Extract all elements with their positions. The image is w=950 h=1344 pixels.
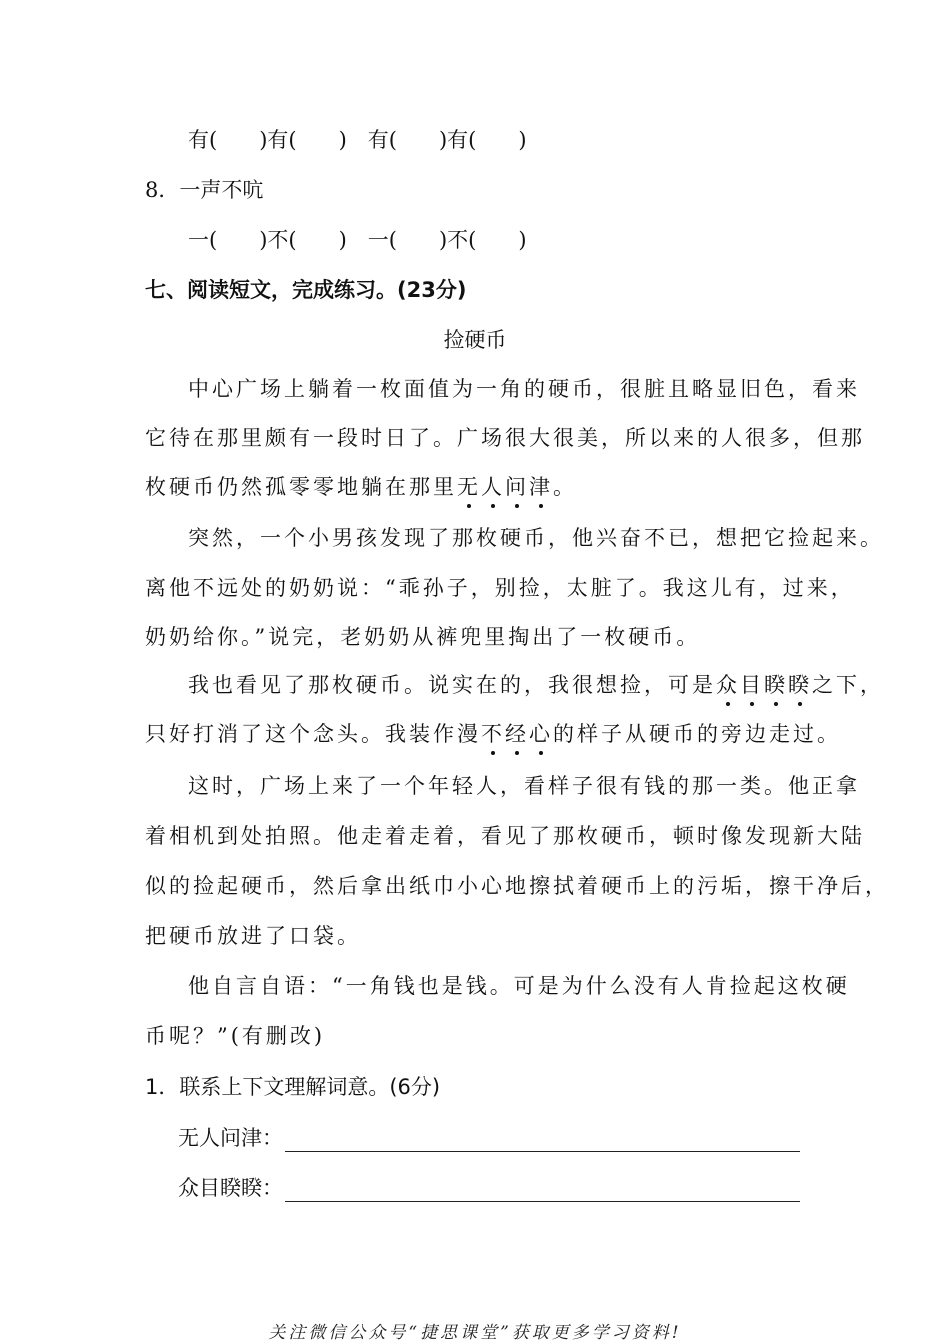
dotted-char: 问 — [505, 475, 529, 499]
passage-text: 的样子从硬币的旁边走过。 — [553, 722, 841, 746]
answer-blank[interactable] — [285, 1179, 800, 1202]
answer-row-a — [178, 1124, 800, 1152]
passage-line — [188, 671, 884, 699]
passage-line: 着相机到处拍照。他走着走着，看见了那枚硬币，顿时像发现新大陆 — [145, 824, 865, 848]
passage-line: 把硬币放进了口袋。 — [145, 924, 361, 948]
passage-text: 我也看见了那枚硬币。说实在的，我很想捡，可是 — [188, 673, 716, 697]
idiom-pattern-row-1: 有( )有( ) 有( )有( ) — [188, 128, 527, 152]
passage-title: 捡硬币 — [443, 328, 507, 352]
passage-line — [145, 720, 841, 748]
idiom-pattern-row-2: 一( )不( ) 一( )不( ) — [188, 228, 527, 252]
dotted-char: 目 — [740, 673, 764, 697]
passage-line: 似的捡起硬币，然后拿出纸巾小心地擦拭着硬币上的污垢，擦干净后， — [145, 874, 889, 898]
passage-line: 它待在那里颇有一段时日了。广场很大很美，所以来的人很多，但那 — [145, 426, 865, 450]
passage-line: 奶奶给你。”说完，老奶奶从裤兜里掏出了一枚硬币。 — [145, 625, 701, 649]
dotted-char: 心 — [529, 722, 553, 746]
passage-line: 币呢？”(有删改) — [145, 1024, 326, 1048]
answer-label: 众目睽睽： — [178, 1176, 283, 1200]
section-7-heading: 七、阅读短文，完成练习。(23分) — [145, 278, 467, 302]
question-1: 1．联系上下文理解词意。(6分) — [145, 1075, 441, 1099]
passage-line: 突然，一个小男孩发现了那枚硬币，他兴奋不已，想把它捡起来。 — [188, 526, 884, 550]
passage-text: 之下， — [812, 673, 884, 697]
passage-text: 枚硬币仍然孤零零地躺在那里 — [145, 475, 457, 499]
answer-blank[interactable] — [285, 1129, 800, 1152]
footer-note: 关注微信公众号“捷思课堂”获取更多学习资料! — [268, 1323, 682, 1343]
dotted-char: 睽 — [788, 673, 812, 697]
item-8-title: 8．一声不吭 — [145, 178, 264, 202]
passage-line: 中心广场上躺着一枚面值为一角的硬币，很脏且略显旧色，看来 — [188, 377, 860, 401]
dotted-char: 无 — [457, 475, 481, 499]
dotted-char: 经 — [505, 722, 529, 746]
answer-row-b — [178, 1174, 800, 1202]
passage-line: 他自言自语：“一角钱也是钱。可是为什么没有人肯捡起这枚硬 — [188, 974, 850, 998]
dotted-char: 睽 — [764, 673, 788, 697]
dotted-char: 津 — [529, 475, 553, 499]
answer-label: 无人问津： — [178, 1126, 283, 1150]
dotted-char: 众 — [716, 673, 740, 697]
passage-line: 这时，广场上来了一个年轻人，看样子很有钱的那一类。他正拿 — [188, 774, 860, 798]
passage-line — [145, 473, 577, 501]
passage-text: 。 — [553, 475, 577, 499]
passage-text: 只好打消了这个念头。我装作漫 — [145, 722, 481, 746]
passage-line: 离他不远处的奶奶说：“乖孙子，别捡，太脏了。我这儿有，过来， — [145, 576, 855, 600]
dotted-char: 人 — [481, 475, 505, 499]
dotted-char: 不 — [481, 722, 505, 746]
